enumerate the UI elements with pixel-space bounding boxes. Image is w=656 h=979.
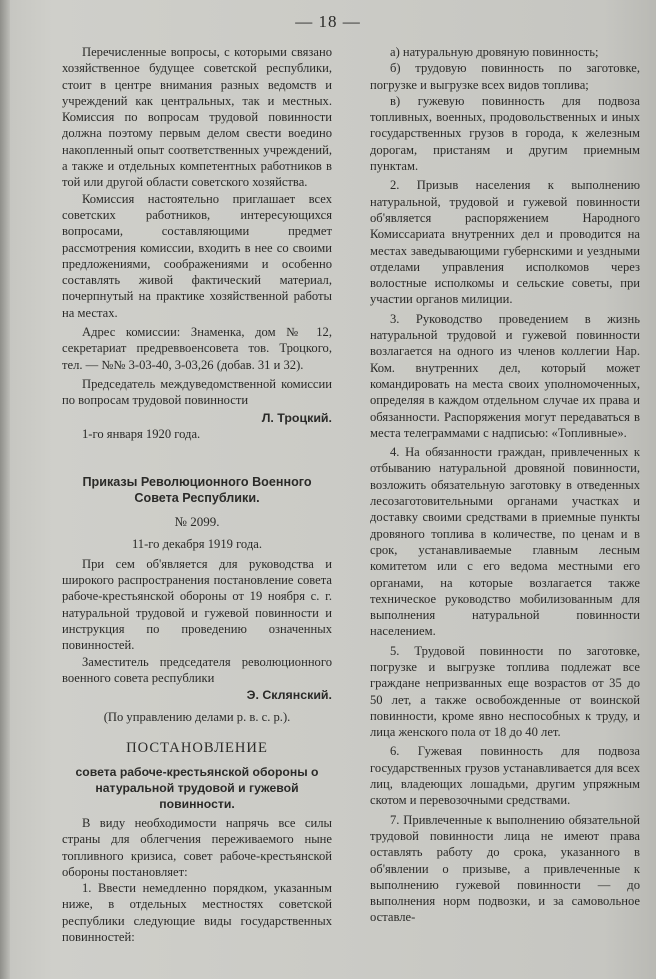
paragraph: 4. На обязанности граждан, привлеченных к отбыванию натуральной дровяной повинности, возложить обязательную заготовку в отведенных лесозаготовительными органами участках и доставку своими средствами в приемные пункты дровяного топлива в количестве, по ценам и в срок, устанавливаемые главным лесным комитетом или с его ведома местными его органами, на которые возлагается также техническое руководство мобилизованным для выполнения натуральной повинности населением. bbox=[370, 445, 640, 639]
section-heading-orders: Приказы Революционного Военного Совета Республики. bbox=[82, 475, 312, 506]
paragraph: 7. Привлеченные к выполнению обязательной трудовой повинности лица не имеют права оставлять работу до срока, указанного в об'явлении о призыве, а привлеченные к выполнению гужевой повинности — до выполнения норм подвозки, и за самовольное оставле- bbox=[370, 812, 640, 925]
paragraph: Комиссия настоятельно приглашает всех советских работников, интересующихся вопросами, составляющими предмет рассмотрения комиссии, входить в нее со своими предложениями, соображениями и особенно составлять живой фактический материал, почерпнутый на практике хозяйственной работы на местах. bbox=[62, 191, 332, 320]
date-line: 1-го января 1920 года. bbox=[82, 426, 201, 441]
signature-trotsky: Л. Троцкий. bbox=[261, 410, 332, 425]
paragraph: 2. Призыв населения к выполнению натуральной, трудовой и гужевой повинности об'является распоряжением Народного Комиссариата внутренних дел и проводится на местах заведывающими губернскими и уездными отделами управления исполкомов через волостные исполкомы и сельские советы, при участии органов милиции. bbox=[370, 178, 640, 307]
page-number: — 18 — bbox=[295, 12, 361, 31]
paragraph-signatory: Заместитель председателя революционного военного совета республики bbox=[62, 654, 332, 685]
order-number: № 2099. bbox=[174, 514, 220, 530]
paragraph: 6. Гужевая повинность для подвоза государственных грузов устанавливается для всех лиц, владеющих лошадьми, другим упряжным скотом и перевозочными средствами. bbox=[370, 744, 640, 808]
paragraph-signatory: Председатель междуведомственной комиссии по вопросам трудовой повинности bbox=[62, 376, 332, 408]
paragraph: При сем об'является для руководства и широкого распространения постановление совета рабоче-крестьянской обороны от 19 ноября с. г. натуральной трудовой и гужевой повинности и инструкция по проведению означенных повинностей. bbox=[62, 556, 332, 653]
paragraph: 1. Ввести немедленно порядком, указанным ниже, в отдельных местностях советской республики следующие виды государственных повинностей: bbox=[62, 881, 332, 945]
paragraph-address: Адрес комиссии: Знаменка, дом № 12, секретариат предреввоенсовета тов. Троцкого, тел. — №№ 3-03-40, 3-03,26 (добав. 31 и 32). bbox=[62, 325, 332, 372]
page-edge-shadow bbox=[0, 0, 10, 979]
paragraph: 3. Руководство проведением в жизнь натуральной трудовой и гужевой повинности возлагается на одного из членов коллегии Нар. Ком. внутренних дел, который может командировать на места своих уполномоченных, определяя в каждом отдельном случае их права и обязанности. Распоряжения могут передаваться в места телеграммами с надписью: «Топливные». bbox=[370, 311, 640, 440]
decree-subtitle: совета рабоче-крестьянской обороны о натуральной трудовой и гужевой повинности. bbox=[75, 764, 319, 811]
left-column bbox=[62, 44, 332, 945]
decree-title: ПОСТАНОВЛЕНИЕ bbox=[126, 739, 268, 756]
list-item: б) трудовую повинность по заготовке, погрузке и выгрузке всех видов топлива; bbox=[370, 61, 640, 92]
paragraph: В виду необходимости напрячь все силы страны для облегчения переживаемого ныне топливного кризиса, совет рабоче-крестьянской обороны постановляет: bbox=[62, 815, 332, 879]
signature-sklyansky: Э. Склянский. bbox=[246, 688, 332, 703]
right-column bbox=[370, 44, 640, 926]
management-note: (По управлению делами р. в. с. р.). bbox=[103, 710, 291, 725]
paragraph: 5. Трудовой повинности по заготовке, погрузке и выгрузке топлива подлежат все граждане непризванных еще возрастов от 35 до 50 лет, а также освобожденные от воинской повинности, кроме явно неспособных к труду, и лица женского пола от 18 до 40 лет. bbox=[370, 643, 640, 740]
list-item: а) натуральную дровяную повинность; bbox=[390, 45, 599, 59]
paragraph: Перечисленные вопросы, с которыми связано хозяйственное будущее советской республики, стоит в центре внимания разных ведомств и учреждений как центральных, так и местных. Комиссия по вопросам трудовой повинности должна поэтому первым делом свести воедино накопленный опыт соответственных учреждений, а также и отдельных компетентных работников в той или другой области советского хозяйства. bbox=[62, 45, 332, 190]
list-item: в) гужевую повинность для подвоза топливных, военных, продовольственных и иных государственных грузов в города, к железным дорогам, пристаням и другим приемным пунктам. bbox=[370, 93, 640, 174]
order-date: 11-го декабря 1919 года. bbox=[131, 537, 263, 552]
